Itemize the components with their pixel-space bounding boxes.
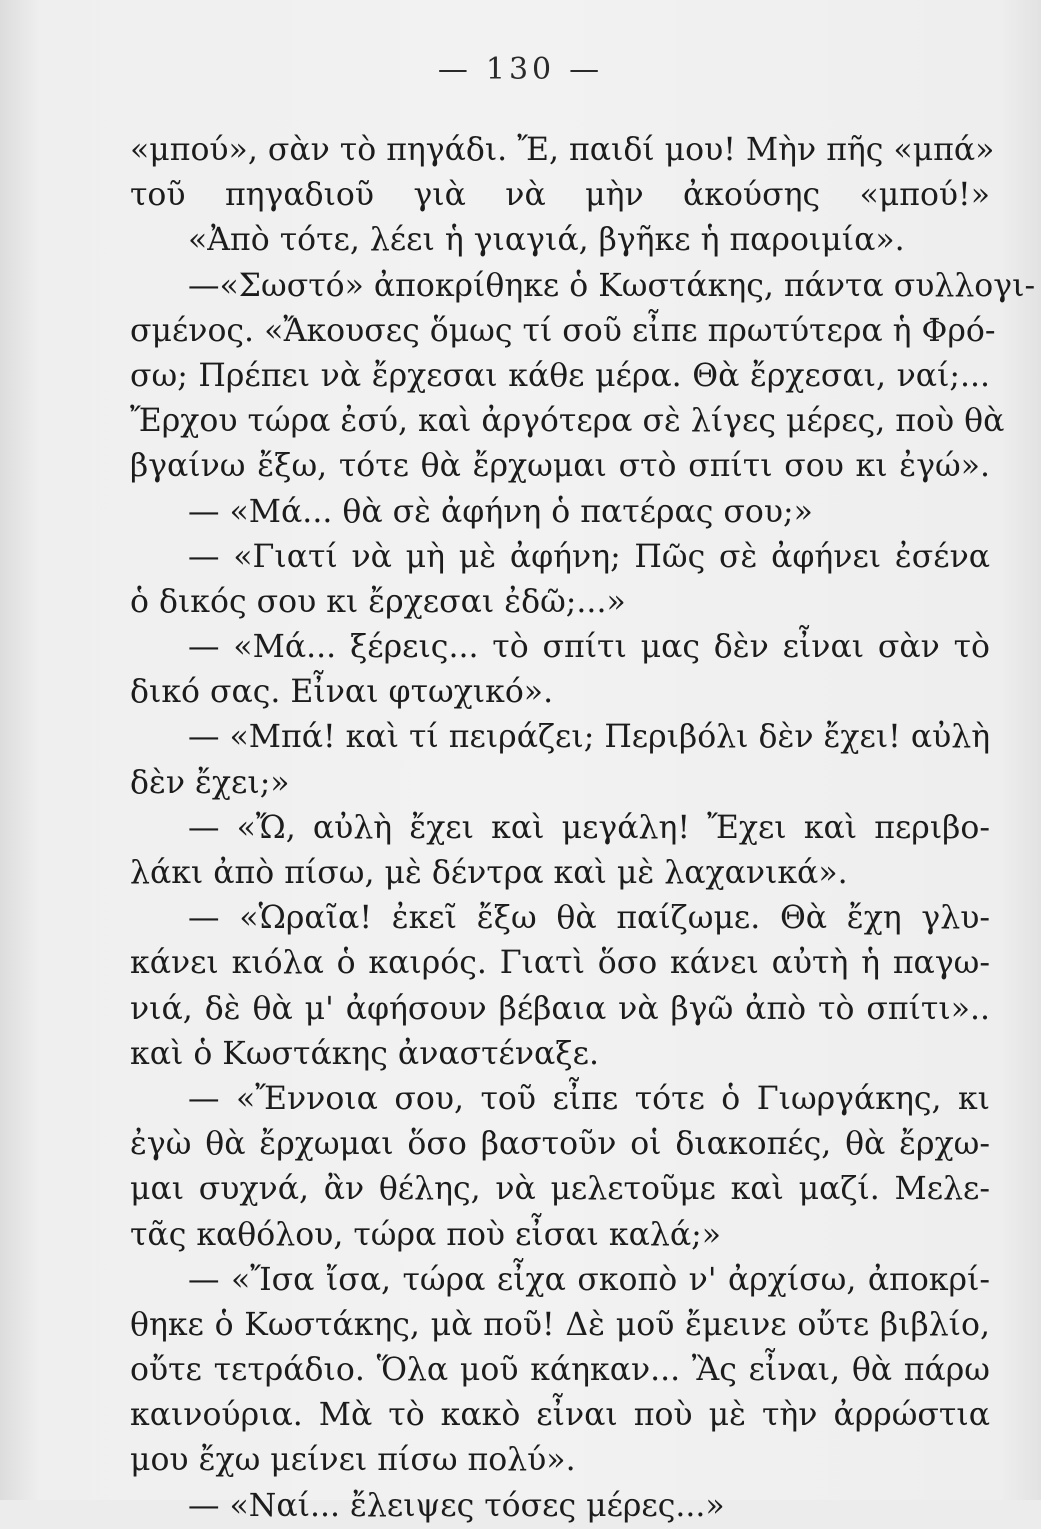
body-text [130,128,1036,1529]
text-line: — «Ὤ, αὐλὴ ἔχει καὶ μεγάλη! Ἔχει καὶ περιβο- [188,809,990,846]
text-line: λάκι ἀπὸ πίσω, μὲ δέντρα καὶ μὲ λαχανικά». [130,855,848,891]
text-line: μου ἔχω μείνει πίσω πολύ». [130,1442,576,1479]
text-line: θηκε ὁ Κωστάκης, μὰ ποῦ! Δὲ μοῦ ἔμεινε οὔτε βιβλίο, [130,1306,990,1343]
text-line: ὁ δικός σου κι ἔρχεσαι ἐδῶ;...» [130,583,626,620]
text-line: ἐγὼ θὰ ἔρχωμαι ὅσο βαστοῦν οἱ διακοπές, θὰ ἔρχω- [130,1126,990,1163]
text-line: Ἔρχου τώρα ἐσύ, καὶ ἀργότερα σὲ λίγες μέρες, ποὺ θὰ [130,403,1005,440]
text-line: — «Ὡραῖα! ἐκεῖ ἔξω θὰ παίζωμε. Θὰ ἔχη γλυ- [188,900,990,937]
text-line: — «Γιατί νὰ μὴ μὲ ἀφήνη; Πῶς σὲ ἀφήνει ἐσένα [188,538,990,575]
text-line: τᾶς καθόλου, τώρα ποὺ εἶσαι καλά;» [130,1216,721,1253]
text-line: — «Ἴσα ἴσα, τώρα εἶχα σκοπὸ ν' ἀρχίσω, ἀποκρί- [188,1261,990,1298]
page-number-prefix: — [437,52,472,87]
text-line: —«Σωστό» ἀποκρίθηκε ὁ Κωστάκης, πάντα συλλογι- [188,267,1036,304]
text-line: — «Ἔννοια σου, τοῦ εἶπε τότε ὁ Γιωργάκης, κι [188,1080,990,1117]
text-line: καινούρια. Μὰ τὸ κακὸ εἶναι ποὺ μὲ τὴν ἀρρώστια [130,1397,990,1434]
text-line: — «Μπά! καὶ τί πειράζει; Περιβόλι δὲν ἔχει! αὐλὴ [188,719,991,756]
text-line: δὲν ἔχει;» [130,764,290,801]
text-line: δικό σας. Εἶναι φτωχικό». [130,674,554,711]
text-line: — «Μά... θὰ σὲ ἀφήνη ὁ πατέρας σου;» [188,493,813,530]
text-line: «μπού», σὰν τὸ πηγάδι. Ἔ, παιδί μου! Μὴν πῆς «μπά» [130,132,995,168]
text-line: βγαίνω ἔξω, τότε θὰ ἔρχωμαι στὸ σπίτι σου κι ἐγώ». [130,448,990,485]
text-line: μαι συχνά, ἂν θέλης, νὰ μελετοῦμε καὶ μαζί. Μελε- [130,1171,990,1208]
text-line: τοῦ πηγαδιοῦ γιὰ νὰ μὴν ἀκούσης «μπού!» [130,177,990,214]
text-line: καὶ ὁ Κωστάκης ἀναστέναξε. [130,1035,599,1072]
text-line: νιά, δὲ θὰ μ' ἀφήσουν βέβαια νὰ βγῶ ἀπὸ τὸ σπίτι».. [130,990,990,1027]
text-line: σω; Πρέπει νὰ ἔρχεσαι κάθε μέρα. Θὰ ἔρχεσαι, ναί;... [130,357,990,394]
text-line: — «Μά... ξέρεις... τὸ σπίτι μας δὲν εἶναι σὰν τὸ [188,629,990,666]
text-line: σμένος. «Ἄκουσες ὅμως τί σοῦ εἶπε πρωτύτερα ἡ Φρό- [130,312,996,349]
page-number [0,52,1041,87]
page-number-value: 130 [485,52,556,87]
text-line: «Ἀπὸ τότε, λέει ἡ γιαγιά, βγῆκε ἡ παροιμία». [188,222,905,259]
page-number-suffix: — [569,52,604,87]
text-line: οὔτε τετράδιο. Ὅλα μοῦ κάηκαν... Ἂς εἶναι, θὰ πάρω [130,1352,990,1389]
text-line: κάνει κιόλα ὁ καιρός. Γιατὶ ὅσο κάνει αὐτὴ ἡ παγω- [130,945,990,982]
text-line: — «Ναί... ἔλειψες τόσες μέρες...» [188,1487,725,1524]
